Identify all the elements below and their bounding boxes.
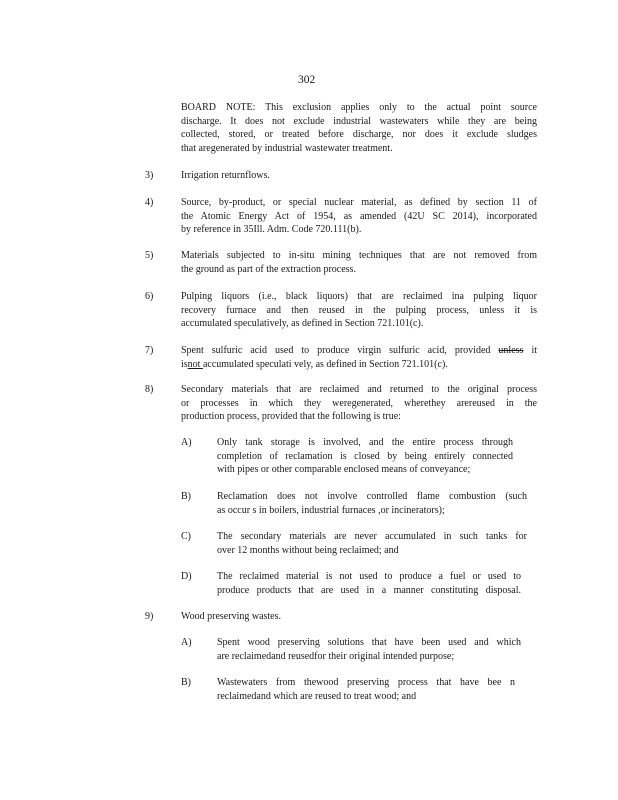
item-line: by reference in 35Ill. Adm. Code 720.111(b). [181, 224, 362, 236]
item-line: Irrigation returnflows. [181, 170, 270, 181]
item-text [181, 344, 537, 371]
subitem-line: completion of reclamation is closed by being entirely connected [217, 450, 513, 462]
subitem-line: Wastewaters from thewood preserving process that have bee n [217, 677, 515, 688]
item-number: 5) [145, 250, 154, 261]
subitem-text [217, 490, 527, 517]
item-line: accumulated speculatively, as defined in Section 721.101(c). [181, 318, 424, 330]
subitem-line: produce products that are used in a manner constituting disposal. [217, 584, 521, 596]
item-number: 4) [145, 197, 154, 208]
subitem-line: The reclaimed material is not used to produce a fuel or used to [217, 571, 521, 582]
item-line: Spent sulfuric acid used to produce virgin sulfuric acid, provided unless it [181, 345, 537, 356]
board-note-line: collected, stored, or treated before discharge, nor does it exclude sludges [181, 129, 537, 141]
item-line: Source, by-product, or special nuclear material, as defined by section 11 of [181, 197, 537, 208]
subitem-number: C) [181, 531, 191, 542]
item-text [181, 196, 537, 237]
struck-text: unless [498, 345, 524, 356]
item-text [181, 383, 537, 424]
item-text [181, 169, 537, 183]
subitem-line: are reclaimedand reusedfor their original intended purpose; [217, 650, 455, 662]
subitem-number: A) [181, 437, 192, 448]
subitem-text [217, 570, 521, 597]
item-text [181, 290, 537, 331]
board-note-line: BOARD NOTE: This exclusion applies only to the actual point source [181, 102, 537, 113]
board-note-line: that aregenerated by industrial wastewater treatment. [181, 142, 393, 154]
item-line: Materials subjected to in-situ mining techniques that are not removed from [181, 250, 537, 261]
item-line: production process, provided that the following is true: [181, 411, 401, 423]
item-number: 9) [145, 611, 154, 622]
subitem-line: Spent wood preserving solutions that have been used and which [217, 637, 521, 648]
subitem-line: with pipes or other comparable enclosed means of conveyance; [217, 464, 471, 476]
subitem-number: A) [181, 637, 192, 648]
subitem-text [217, 636, 521, 663]
subitem-line: as occur s in boilers, industrial furnaces ,or incinerators); [217, 504, 445, 516]
item-line: Wood preserving wastes. [181, 611, 282, 622]
item-line: Pulping liquors (i.e., black liquors) that are reclaimed ina pulping liquor [181, 291, 537, 302]
subitem-line: The secondary materials are never accumulated in such tanks for [217, 531, 527, 542]
subitem-number: D) [181, 571, 192, 582]
subitem-text [217, 530, 527, 557]
board-note-line: discharge. It does not exclude industrial wastewaters while they are being [181, 115, 537, 127]
item-number: 7) [145, 345, 154, 356]
subitem-text [217, 676, 515, 703]
page-number: 302 [298, 74, 316, 86]
item-line: the Atomic Energy Act of 1954, as amended (42U SC 2014), incorporated [181, 210, 537, 222]
item-line: isnot accumulated speculati vely, as defined in Section 721.101(c). [181, 358, 448, 370]
item-line: recovery furnace and then reused in the pulping process, unless it is [181, 304, 537, 316]
subitem-number: B) [181, 677, 191, 688]
item-number: 6) [145, 291, 154, 302]
subitem-line: over 12 months without being reclaimed; and [217, 544, 399, 556]
inserted-text: not [187, 358, 203, 370]
subitem-line: Only tank storage is involved, and the entire process through [217, 437, 513, 448]
item-text [181, 610, 537, 624]
item-line: Secondary materials that are reclaimed and returned to the original process [181, 384, 537, 395]
item-line: the ground as part of the extraction process. [181, 263, 356, 275]
subitem-number: B) [181, 491, 191, 502]
board-note [181, 101, 537, 155]
item-number: 3) [145, 170, 154, 181]
subitem-line: Reclamation does not involve controlled flame combustion (such [217, 491, 527, 502]
subitem-line: reclaimedand which are reused to treat wood; and [217, 690, 417, 702]
subitem-text [217, 436, 513, 477]
item-line: or processes in which they weregenerated, wherethey arereused in the [181, 397, 537, 409]
item-number: 8) [145, 384, 154, 395]
item-text [181, 249, 537, 276]
